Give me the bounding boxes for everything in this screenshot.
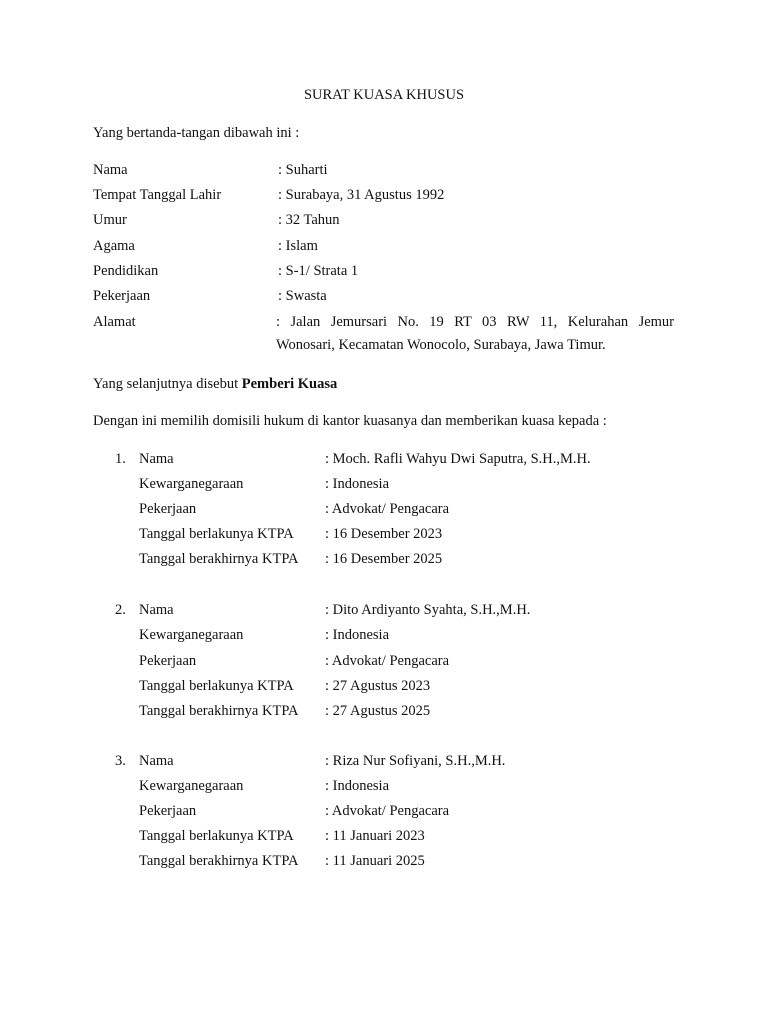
pemberi-kuasa-term: Pemberi Kuasa: [241, 376, 338, 392]
lawyer-item: [0, 602, 768, 722]
field-kewarganegaraan-label: Kewarganegaraan: [139, 627, 244, 643]
field-berlaku-label: Tanggal berlakunya KTPA: [139, 526, 294, 542]
lawyer-nama-value: : Moch. Rafli Wahyu Dwi Saputra, S.H.,M.H.: [325, 451, 591, 467]
lawyer-pekerjaan-value: : Advokat/ Pengacara: [325, 653, 450, 669]
lawyer-pekerjaan-value: : Advokat/ Pengacara: [325, 501, 450, 517]
lawyer-number: 2.: [115, 602, 126, 618]
field-berlaku-label: Tanggal berlakunya KTPA: [139, 828, 294, 844]
field-nama-label: Nama: [139, 602, 174, 618]
field-berakhir-label: Tanggal berakhirnya KTPA: [139, 853, 299, 869]
grantor-nama-value: : Suharti: [278, 162, 328, 178]
lawyer-berlaku-value: : 11 Januari 2023: [325, 828, 425, 844]
lawyer-berakhir-value: : 27 Agustus 2025: [325, 703, 431, 719]
lawyer-number: 3.: [115, 753, 126, 769]
lawyer-pekerjaan-value: : Advokat/ Pengacara: [325, 803, 450, 819]
field-berakhir-label: Tanggal berakhirnya KTPA: [139, 703, 299, 719]
lawyer-kewarganegaraan-value: : Indonesia: [325, 778, 390, 794]
field-pekerjaan-label: Pekerjaan: [139, 501, 197, 517]
field-berlaku-label: Tanggal berlakunya KTPA: [139, 678, 294, 694]
intro-text: Yang bertanda-tangan dibawah ini :: [93, 125, 300, 141]
grantor-alamat-value: [276, 314, 674, 354]
grantor-nama-label: Nama: [93, 162, 128, 178]
grantor-umur-label: Umur: [93, 212, 127, 228]
grantor-agama-label: Agama: [93, 238, 135, 254]
field-pekerjaan-label: Pekerjaan: [139, 653, 197, 669]
field-kewarganegaraan-label: Kewarganegaraan: [139, 476, 244, 492]
lawyer-item: [0, 451, 768, 571]
field-kewarganegaraan-label: Kewarganegaraan: [139, 778, 244, 794]
field-nama-label: Nama: [139, 753, 174, 769]
alamat-line-1: : Jalan Jemursari No. 19 RT 03 RW 11, Kelurahan Jemur: [276, 314, 674, 330]
grantor-pekerjaan-value: : Swasta: [278, 288, 327, 304]
lawyer-item: [0, 753, 768, 873]
grantor-pendidikan-value: : S-1/ Strata 1: [278, 263, 359, 279]
alamat-line-2: Wonosari, Kecamatan Wonocolo, Surabaya, Jawa Timur.: [276, 337, 606, 353]
lawyer-nama-value: : Dito Ardiyanto Syahta, S.H.,M.H.: [325, 602, 531, 618]
lawyer-berlaku-value: : 16 Desember 2023: [325, 526, 443, 542]
grantor-ttl-label: Tempat Tanggal Lahir: [93, 187, 222, 203]
field-berakhir-label: Tanggal berakhirnya KTPA: [139, 551, 299, 567]
lawyer-number: 1.: [115, 451, 126, 467]
grantor-umur-value: : 32 Tahun: [278, 212, 340, 228]
referred-as-text: [93, 376, 337, 393]
lawyer-nama-value: : Riza Nur Sofiyani, S.H.,M.H.: [325, 753, 506, 769]
grantor-pekerjaan-label: Pekerjaan: [93, 288, 151, 304]
grantor-pendidikan-label: Pendidikan: [93, 263, 159, 279]
lawyer-berakhir-value: : 16 Desember 2025: [325, 551, 443, 567]
domicile-statement: Dengan ini memilih domisili hukum di kantor kuasanya dan memberikan kuasa kepada :: [93, 413, 607, 429]
grantor-ttl-value: : Surabaya, 31 Agustus 1992: [278, 187, 445, 203]
grantor-alamat-label: Alamat: [93, 314, 136, 330]
lawyer-kewarganegaraan-value: : Indonesia: [325, 476, 390, 492]
lawyer-kewarganegaraan-value: : Indonesia: [325, 627, 390, 643]
lawyer-berakhir-value: : 11 Januari 2025: [325, 853, 425, 869]
referred-prefix: Yang selanjutnya disebut: [93, 376, 242, 392]
document-title: SURAT KUASA KHUSUS: [303, 87, 465, 103]
field-pekerjaan-label: Pekerjaan: [139, 803, 197, 819]
grantor-agama-value: : Islam: [278, 238, 318, 254]
lawyer-berlaku-value: : 27 Agustus 2023: [325, 678, 431, 694]
field-nama-label: Nama: [139, 451, 174, 467]
